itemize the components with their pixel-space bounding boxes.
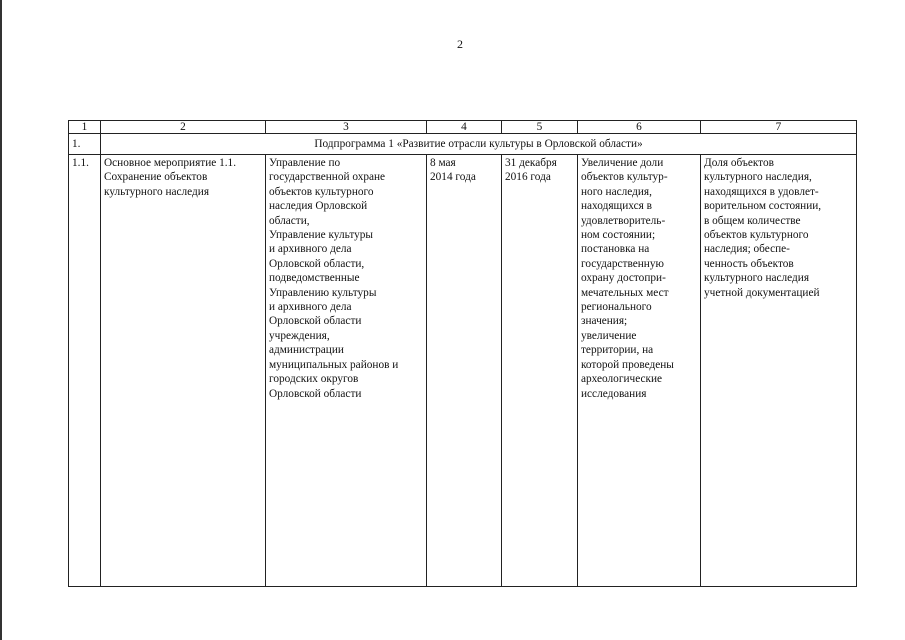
end-date-text: 31 декабря 2016 года <box>505 157 557 184</box>
executor-text: Управление по государственной охране объектов культурного наследия Орловской области, Управление культуры и архивного дела Орловской области, подведомственные Управлению культуры и архивного дела Орловской области учреждения, администрации муниципальных районов и городских округов Орловской области <box>269 157 399 400</box>
column-number: 6 <box>578 121 701 134</box>
row-number <box>69 155 101 587</box>
indicator-text: Доля объектов культурного наследия, находящихся в удовлет- ворительном состоянии, в общем количестве объектов культурного наследия; обеспе- ченность объектов культурного наследия учетной документацией <box>704 157 822 299</box>
row-number-text: 1.1. <box>72 157 89 169</box>
subprogram-number: 1. <box>69 134 101 155</box>
result-cell <box>578 155 701 587</box>
page-edge-line <box>0 0 2 640</box>
end-date-cell <box>502 155 578 587</box>
table-row <box>69 155 857 587</box>
subprogram-row <box>69 134 857 155</box>
column-number: 4 <box>427 121 502 134</box>
subprogram-title: Подпрограмма 1 «Развитие отрасли культуры в Орловской области» <box>101 134 857 155</box>
start-date-cell <box>427 155 502 587</box>
activity-text: Основное мероприятие 1.1. Сохранение объектов культурного наследия <box>104 157 237 198</box>
page-number: 2 <box>457 37 463 51</box>
column-number: 2 <box>101 121 266 134</box>
column-number: 1 <box>69 121 101 134</box>
column-number-row <box>69 121 857 134</box>
result-text: Увеличение доли объектов культур- ного наследия, находящихся в удовлетворитель- ном состоянии; постановка на государственную охрану достопри- мечательных мест регионального значения; увеличение территории, на которой проведены археологические исследования <box>581 157 674 400</box>
executor-cell <box>266 155 427 587</box>
indicator-cell <box>701 155 857 587</box>
program-table <box>68 120 857 587</box>
column-number: 3 <box>266 121 427 134</box>
column-number: 7 <box>701 121 857 134</box>
start-date-text: 8 мая 2014 года <box>430 157 476 184</box>
activity-cell <box>101 155 266 587</box>
column-number: 5 <box>502 121 578 134</box>
